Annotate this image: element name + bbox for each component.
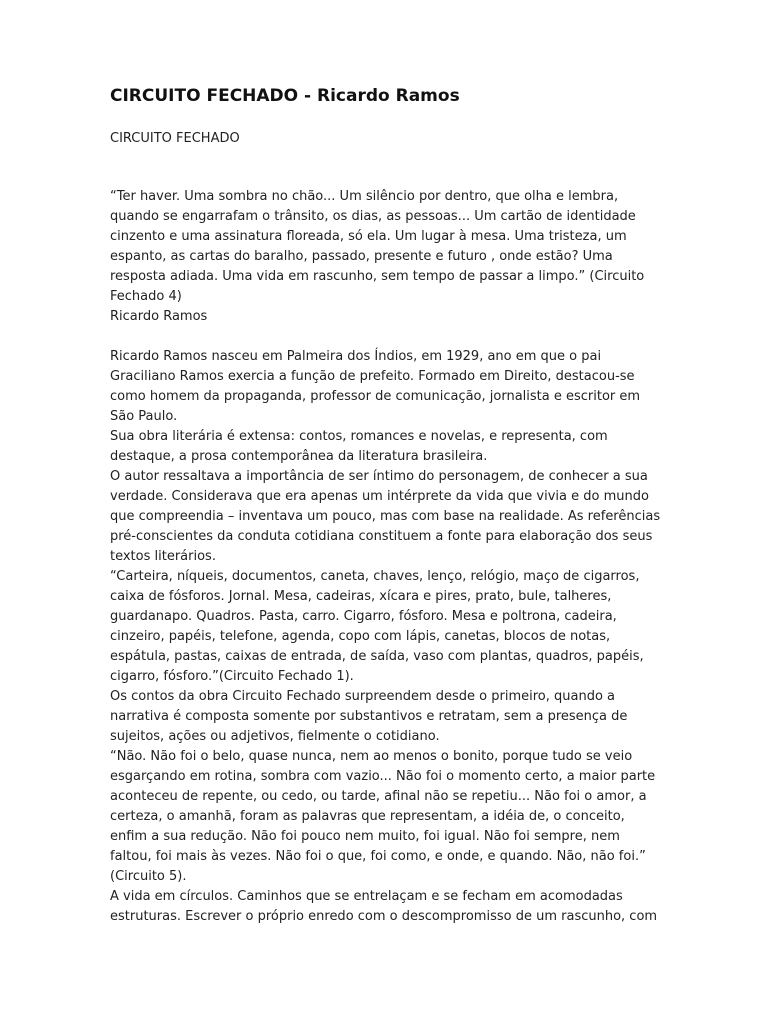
text-line: narrativa é composta somente por substantivos e retratam, sem a presença de xyxy=(110,709,628,724)
text-line: enfim a sua redução. Não foi pouco nem muito, foi igual. Não foi sempre, nem xyxy=(110,829,620,844)
text-line: quando se engarrafam o trânsito, os dias, as pessoas... Um cartão de identidade xyxy=(110,209,636,224)
document-page xyxy=(110,84,660,927)
text-line: verdade. Considerava que era apenas um intérprete da vida que vivia e do mundo xyxy=(110,489,649,504)
text-line: O autor ressaltava a importância de ser íntimo do personagem, de conhecer a sua xyxy=(110,469,648,484)
text-line: esgarçando em rotina, sombra com vazio... Não foi o momento certo, a maior parte xyxy=(110,769,656,784)
text-line: como homem da propaganda, professor de comunicação, jornalista e escritor em xyxy=(110,389,641,404)
text-line: “Carteira, níqueis, documentos, caneta, chaves, lenço, relógio, maço de cigarros, xyxy=(110,569,640,584)
text-line: sujeitos, ações ou adjetivos, fielmente o cotidiano. xyxy=(110,729,440,744)
text-line: faltou, foi mais às vezes. Não foi o que, foi como, e onde, e quando. Não, não foi.” xyxy=(110,849,646,864)
text-line: estruturas. Escrever o próprio enredo com o descompromisso de um rascunho, com xyxy=(110,909,658,924)
text-line: destaque, a prosa contemporânea da literatura brasileira. xyxy=(110,449,488,464)
text-line: cinzeiro, papéis, telefone, agenda, copo com lápis, canetas, blocos de notas, xyxy=(110,629,611,644)
text-line: Ricardo Ramos nasceu em Palmeira dos Índios, em 1929, ano em que o pai xyxy=(110,349,602,364)
document-body xyxy=(110,187,660,927)
text-line: Os contos da obra Circuito Fechado surpreendem desde o primeiro, quando a xyxy=(110,689,616,704)
text-line: textos literários. xyxy=(110,549,216,564)
text-line: espátula, pastas, caixas de entrada, de saída, vaso com plantas, quadros, papéis, xyxy=(110,649,644,664)
text-line: resposta adiada. Uma vida em rascunho, sem tempo de passar a limpo.” (Circuito xyxy=(110,269,645,284)
text-line: cinzento e uma assinatura floreada, só ela. Um lugar à mesa. Uma tristeza, um xyxy=(110,229,627,244)
text-line: caixa de fósforos. Jornal. Mesa, cadeiras, xícara e pires, prato, bule, talheres, xyxy=(110,589,612,604)
text-line: que compreendia – inventava um pouco, mas com base na realidade. As referências xyxy=(110,509,661,524)
document-subtitle: CIRCUITO FECHADO xyxy=(110,131,240,146)
text-line: São Paulo. xyxy=(110,409,178,424)
text-line: “Não. Não foi o belo, quase nunca, nem ao menos o bonito, porque tudo se veio xyxy=(110,749,633,764)
text-line: aconteceu de repente, ou cedo, ou tarde, afinal não se repetiu... Não foi o amor, a xyxy=(110,789,647,804)
text-line: cigarro, fósforo.”(Circuito Fechado 1). xyxy=(110,669,354,684)
text-line: A vida em círculos. Caminhos que se entrelaçam e se fecham em acomodadas xyxy=(110,889,623,904)
text-line: espanto, as cartas do baralho, passado, presente e futuro , onde estão? Uma xyxy=(110,249,613,264)
paragraph-gap xyxy=(110,327,660,347)
text-line: (Circuito 5). xyxy=(110,869,187,884)
text-line: certeza, o amanhã, foram as palavras que representam, a idéia de, o conceito, xyxy=(110,809,625,824)
text-line: guardanapo. Quadros. Pasta, carro. Cigarro, fósforo. Mesa e poltrona, cadeira, xyxy=(110,609,617,624)
text-line: Graciliano Ramos exercia a função de prefeito. Formado em Direito, destacou-se xyxy=(110,369,635,384)
text-line: “Ter haver. Uma sombra no chão... Um silêncio por dentro, que olha e lembra, xyxy=(110,189,619,204)
text-line: Sua obra literária é extensa: contos, romances e novelas, e representa, com xyxy=(110,429,608,444)
text-line: Fechado 4) xyxy=(110,289,182,304)
text-line: pré-conscientes da conduta cotidiana constituem a fonte para elaboração dos seus xyxy=(110,529,653,544)
document-title: CIRCUITO FECHADO - Ricardo Ramos xyxy=(110,86,460,106)
text-line: Ricardo Ramos xyxy=(110,309,208,324)
